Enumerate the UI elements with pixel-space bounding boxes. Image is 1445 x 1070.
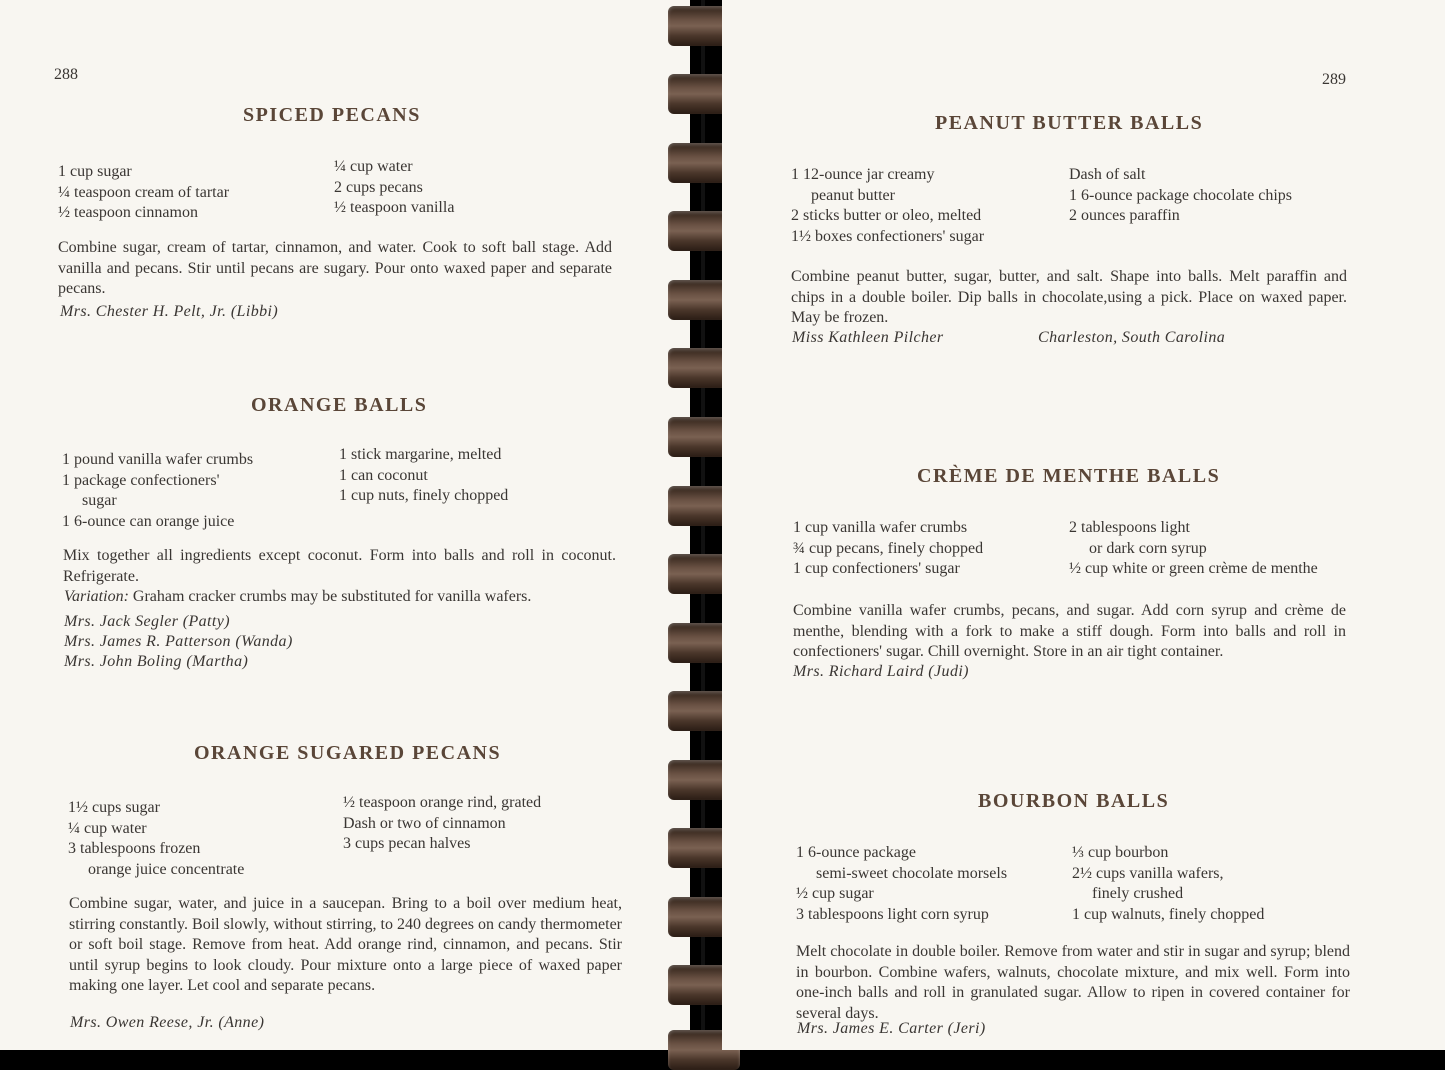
directions-orange-sugared-pecans: Combine sugar, water, and juice in a saucepan. Bring to a boil over medium heat, stirring constantly. Boil slowly, without stirring, to 240 degrees on candy thermometer or soft boil stage. Remove from heat. Add orange rind, cinnamon, and pecans. Stir until syrup begins to look cloudy. Pour mixture onto a large piece of waxed paper making one layer. Let cool and separate pecans.	[69, 895, 622, 994]
variation-text: Graham cracker crumbs may be substituted for vanilla wafers.	[132, 588, 532, 605]
variation-label: Variation:	[64, 588, 129, 605]
ingredient: 1 cup sugar	[58, 163, 132, 180]
ingredient: or dark corn syrup	[1089, 539, 1207, 557]
ingredients-right-orange-balls	[339, 445, 508, 507]
ingredient: 1 pound vanilla wafer crumbs	[62, 451, 254, 468]
ingredient: 1 6-ounce package	[796, 844, 916, 861]
page-number: 288	[54, 66, 78, 83]
ingredient: 2 tablespoons light	[1069, 519, 1190, 536]
ingredients-left-orange-balls	[62, 450, 253, 532]
ingredients-left-spiced-pecans	[58, 162, 229, 224]
ingredient: semi-sweet chocolate morsels	[816, 864, 1008, 882]
ingredient: 1 cup vanilla wafer crumbs	[793, 519, 968, 536]
contributor: Mrs. Owen Reese, Jr. (Anne)	[70, 1014, 265, 1031]
ingredient: ¾ cup pecans, finely chopped	[793, 539, 984, 557]
ingredient: 2 sticks butter or oleo, melted	[791, 207, 982, 224]
ingredient: sugar	[82, 492, 117, 509]
recipe-title-bourbon-balls: BOURBON BALLS	[978, 790, 1170, 812]
ingredients-left-creme-de-menthe-balls	[793, 518, 983, 580]
ingredient: ¼ cup water	[68, 819, 147, 837]
ingredient: 3 cups pecan halves	[343, 835, 471, 852]
directions-peanut-butter-balls: Combine peanut butter, sugar, butter, and salt. Shape into balls. Melt paraffin and chips in a double boiler. Dip balls in chocolate,using a pick. Place on waxed paper. May be frozen.	[791, 268, 1347, 326]
page-number: 289	[1322, 71, 1346, 88]
recipe-title-peanut-butter-balls: PEANUT BUTTER BALLS	[935, 112, 1204, 134]
contributor: Mrs. Jack Segler (Patty)	[64, 613, 230, 630]
ingredient: 1 cup walnuts, finely chopped	[1072, 905, 1265, 923]
ingredient: 2½ cups vanilla wafers,	[1072, 864, 1224, 882]
ingredient: peanut butter	[811, 186, 895, 204]
ingredient: 1 cup confectioners' sugar	[793, 560, 960, 577]
variation-note	[64, 588, 531, 606]
contributor: Mrs. James R. Patterson (Wanda)	[64, 633, 293, 650]
directions-orange-balls: Mix together all ingredients except coconut. Form into balls and roll in coconut. Refrigerate.	[63, 547, 616, 585]
ingredient: ½ cup white or green crème de menthe	[1069, 560, 1318, 577]
directions-spiced-pecans: Combine sugar, cream of tartar, cinnamon, and water. Cook to soft ball stage. Add vanilla and pecans. Stir until pecans are sugary. Pour onto waxed paper and separate pecans.	[58, 239, 612, 297]
ingredient: 1 6-ounce package chocolate chips	[1069, 186, 1293, 204]
directions-creme-de-menthe-balls: Combine vanilla wafer crumbs, pecans, and sugar. Add corn syrup and crème de menthe, blending with a fork to make a stiff dough. Form into balls and roll in confectioners' sugar. Chill overnight. Store in an air tight container.	[793, 602, 1346, 660]
recipe-title-creme-de-menthe-balls: CRÈME DE MENTHE BALLS	[917, 465, 1221, 487]
ingredients-right-orange-sugared-pecans	[343, 793, 541, 855]
recipe-title-orange-balls: ORANGE BALLS	[251, 394, 428, 416]
ingredient: 3 tablespoons frozen	[68, 840, 201, 857]
ingredients-right-bourbon-balls	[1072, 843, 1264, 925]
ingredient: 1 12-ounce jar creamy	[791, 166, 935, 183]
ingredient: 1 cup nuts, finely chopped	[339, 487, 509, 504]
ingredient: 1½ boxes confectioners' sugar	[791, 227, 985, 245]
left-page	[0, 0, 690, 1050]
ingredient: 3 tablespoons light corn syrup	[796, 905, 989, 923]
ingredient: ¼ teaspoon cream of tartar	[58, 183, 230, 201]
ingredients-right-creme-de-menthe-balls	[1069, 518, 1318, 580]
ingredient: 1½ cups sugar	[68, 799, 160, 816]
ingredient: ½ teaspoon vanilla	[334, 199, 455, 216]
ingredient: ¼ cup water	[334, 158, 413, 175]
directions-bourbon-balls: Melt chocolate in double boiler. Remove from water and stir in sugar and syrup; blend in bourbon. Combine wafers, walnuts, chocolate mixture, and mix well. Form into one-inch balls and roll in granulated sugar. Allow to ripen in covered container for several days.	[796, 943, 1350, 1022]
ingredient: ½ cup sugar	[796, 885, 874, 902]
ingredients-left-peanut-butter-balls	[791, 165, 984, 247]
ingredient: 2 ounces paraffin	[1069, 207, 1180, 224]
ingredient: 1 6-ounce can orange juice	[62, 512, 235, 530]
ingredient: Dash of salt	[1069, 166, 1146, 183]
ingredient: ⅓ cup bourbon	[1072, 844, 1169, 861]
contributor-location: Charleston, South Carolina	[1038, 329, 1226, 346]
contributor: Mrs. James E. Carter (Jeri)	[797, 1020, 986, 1037]
ingredients-right-spiced-pecans	[334, 157, 454, 219]
ingredient: ½ teaspoon cinnamon	[58, 204, 198, 221]
ingredient: orange juice concentrate	[88, 860, 245, 878]
ingredients-right-peanut-butter-balls	[1069, 165, 1292, 227]
ingredient: 1 package confectioners'	[62, 471, 220, 489]
ingredients-left-bourbon-balls	[796, 843, 1007, 925]
contributor: Mrs. Chester H. Pelt, Jr. (Libbi)	[60, 303, 279, 320]
ingredient: 1 can coconut	[339, 466, 428, 484]
ingredient: 2 cups pecans	[334, 178, 423, 196]
recipe-title-orange-sugared-pecans: ORANGE SUGARED PECANS	[194, 742, 502, 764]
contributor: Mrs. Richard Laird (Judi)	[793, 663, 969, 680]
contributor: Miss Kathleen Pilcher	[792, 329, 944, 346]
ingredient: 1 stick margarine, melted	[339, 446, 502, 463]
ingredient: Dash or two of cinnamon	[343, 814, 506, 832]
recipe-title-spiced-pecans: SPICED PECANS	[243, 104, 421, 126]
ingredient: ½ teaspoon orange rind, grated	[343, 794, 542, 811]
right-page	[722, 0, 1445, 1050]
contributor: Mrs. John Boling (Martha)	[64, 653, 249, 670]
ingredients-left-orange-sugared-pecans	[68, 798, 244, 880]
ingredient: finely crushed	[1092, 885, 1184, 902]
